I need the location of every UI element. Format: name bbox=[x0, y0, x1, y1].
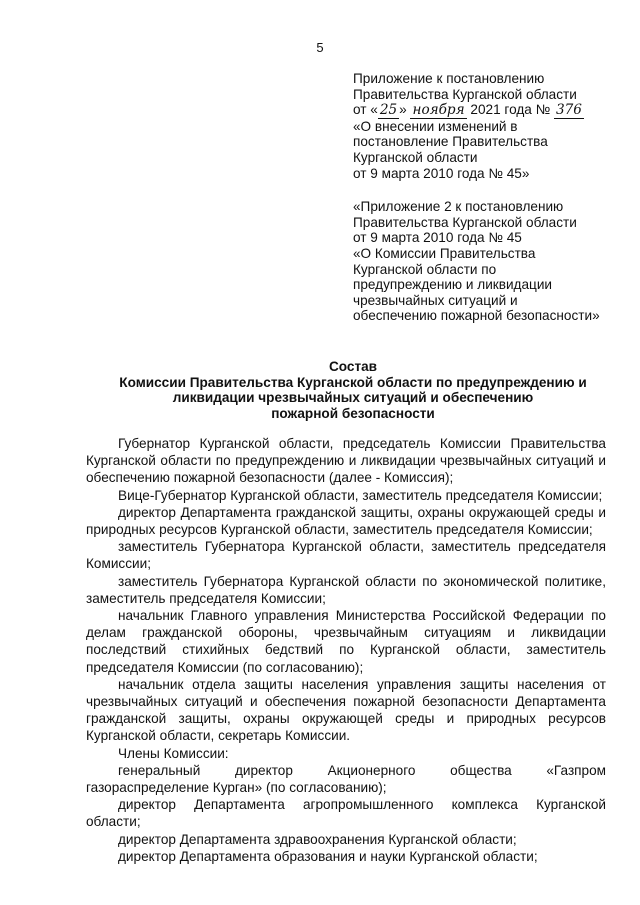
heading-subtitle-line: пожарной безопасности bbox=[271, 405, 435, 421]
handwritten-number: 376 bbox=[555, 102, 582, 119]
appendix-line: «О Комиссии Правительства bbox=[353, 245, 536, 261]
appendix-line: Приложение к постановлению bbox=[353, 71, 545, 86]
appendix-line: от 9 марта 2010 года № 45» bbox=[353, 165, 530, 181]
appendix-line: Правительства Курганской области bbox=[353, 86, 577, 102]
composition-paragraph: начальник отдела защиты населения управления защиты населения от чрезвычайных ситуаций и обеспечения пожарной безопасности Департамента гражданской защиты, охраны окружающей среды и природных ресурсов Курганской области, секретарь Комиссии. bbox=[86, 676, 606, 744]
handwritten-day: 25 bbox=[379, 102, 398, 119]
heading-title: Состав bbox=[328, 359, 378, 374]
member-paragraph: директор Департамента образования и науки Курганской области; bbox=[118, 848, 538, 864]
member-paragraph: генеральный директор Акционерного общества «Газпром газораспределение Курган» (по согласованию); bbox=[86, 762, 606, 796]
members-label: Члены Комиссии: bbox=[118, 745, 229, 761]
appendix-date-line bbox=[353, 102, 623, 119]
appendix-line: чрезвычайных ситуаций и bbox=[353, 292, 518, 308]
handwritten-month: ноября bbox=[412, 102, 465, 119]
composition-paragraph: заместитель Губернатора Курганской области, заместитель председателя Комиссии; bbox=[86, 539, 606, 572]
appendix-line: Правительства Курганской области bbox=[353, 214, 577, 230]
page-number: 5 bbox=[316, 40, 324, 55]
appendix-line: от 9 марта 2010 года № 45 bbox=[353, 230, 522, 246]
appendix-line: «Приложение 2 к постановлению bbox=[353, 199, 564, 215]
appendix-header bbox=[353, 71, 623, 324]
appendix-line: Курганской области bbox=[353, 149, 478, 165]
composition-paragraph: начальник Главного управления Министерства Российской Федерации по делам гражданской обороны, чрезвычайным ситуациям и ликвидации последствий стихийных бедствий по Курганской области, заместитель председателя Комиссии (по согласованию); bbox=[86, 608, 606, 675]
appendix-line: предупреждению и ликвидации bbox=[353, 277, 553, 293]
heading-subtitle-line: ликвидации чрезвычайных ситуаций и обеспечению bbox=[172, 390, 534, 406]
date-mid2: 2021 года № bbox=[466, 102, 554, 118]
appendix-line: «О внесении изменений в bbox=[353, 118, 518, 134]
heading-subtitle-line: Комиссии Правительства Курганской области по предупреждению и bbox=[119, 374, 587, 390]
composition-paragraph: Губернатор Курганской области, председатель Комиссии Правительства Курганской области по предупреждению и ликвидации чрезвычайных ситуаций и обеспечению пожарной безопасности (далее - Комиссия); bbox=[86, 436, 606, 486]
appendix-line: постановление Правительства bbox=[353, 134, 548, 150]
document-body bbox=[86, 435, 606, 865]
member-paragraph: директор Департамента агропромышленного комплекса Курганской области; bbox=[86, 797, 606, 830]
document-heading bbox=[86, 359, 620, 421]
composition-paragraph: Вице-Губернатор Курганской области, заместитель председателя Комиссии; bbox=[118, 487, 603, 503]
appendix-line: обеспечению пожарной безопасности» bbox=[353, 308, 600, 324]
appendix-line: Курганской области по bbox=[353, 261, 497, 277]
composition-paragraph: заместитель Губернатора Курганской области по экономической политике, заместитель председателя Комиссии; bbox=[86, 573, 606, 606]
member-paragraph: директор Департамента здравоохранения Курганской области; bbox=[118, 831, 517, 847]
composition-paragraph: директор Департамента гражданской защиты, охраны окружающей среды и природных ресурсов Курганской области, заместитель председателя Комиссии; bbox=[86, 504, 606, 538]
date-prefix: от « bbox=[353, 102, 378, 118]
spacer bbox=[353, 181, 623, 199]
date-mid1: » bbox=[399, 102, 411, 118]
